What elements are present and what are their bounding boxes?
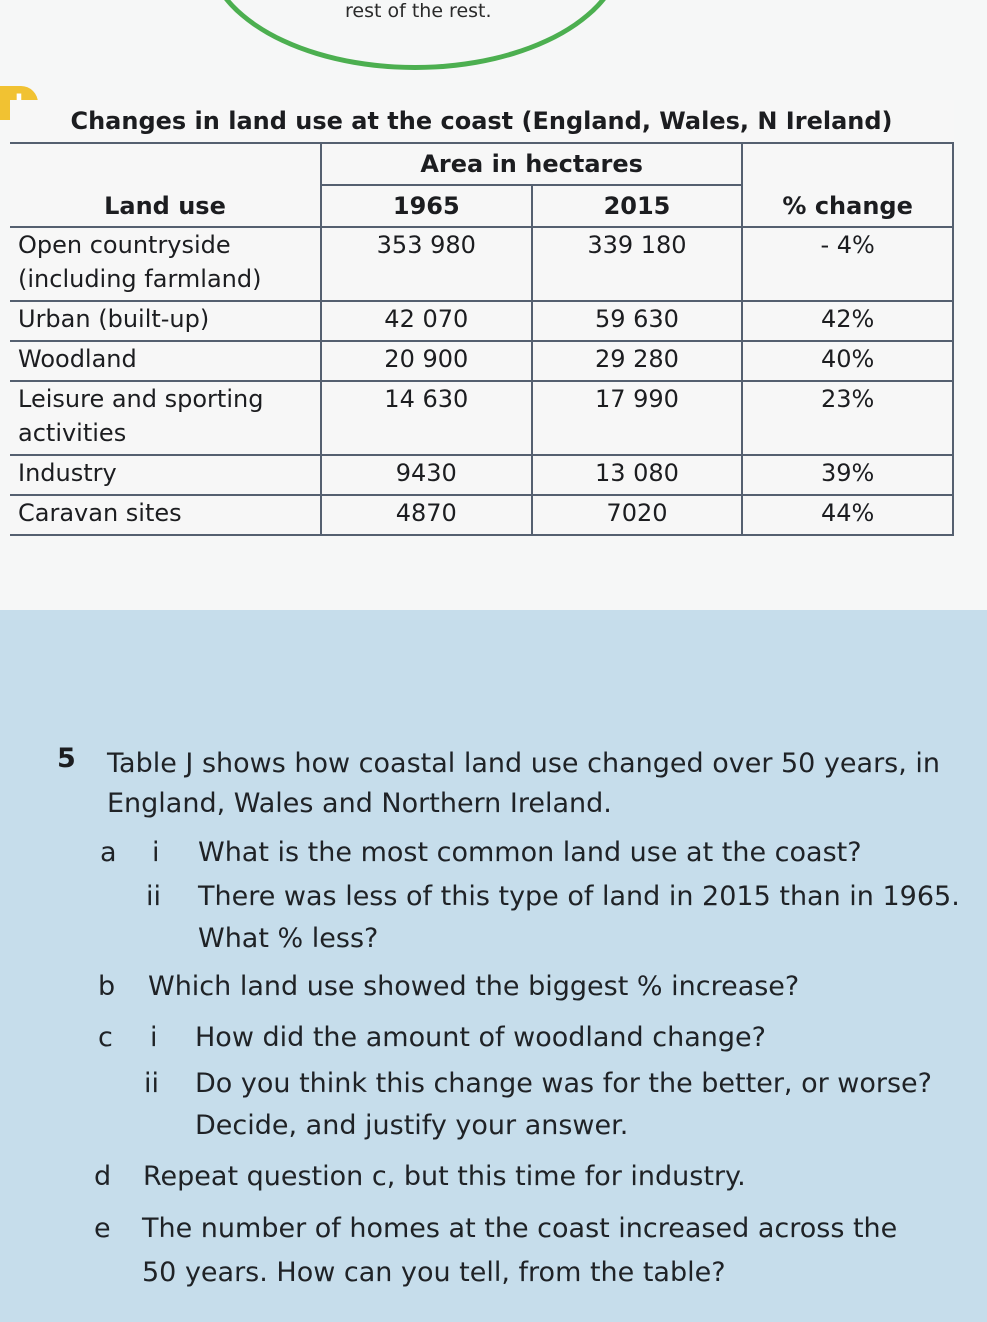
table-row <box>10 301 953 341</box>
row-1965: 9430 <box>321 455 532 495</box>
header-land-use: Land use <box>10 143 321 227</box>
row-2015: 17 990 <box>532 381 743 455</box>
header-1965: 1965 <box>321 185 532 227</box>
table-caption: Changes in land use at the coast (England, Wales, N Ireland) <box>10 100 953 143</box>
top-text-snippet: rest of the rest. <box>345 0 492 22</box>
row-2015: 59 630 <box>532 301 743 341</box>
table-row <box>10 341 953 381</box>
part-a-letter: a <box>100 837 117 868</box>
part-a-ii-line2: What % less? <box>198 923 379 954</box>
row-name: Open countryside (including farmland) <box>10 227 321 301</box>
header-2015: 2015 <box>532 185 743 227</box>
row-change: 42% <box>742 301 953 341</box>
header-change: % change <box>742 143 953 227</box>
question-number: 5 <box>57 743 76 774</box>
part-c-ii-mark: ii <box>144 1068 160 1099</box>
part-c-ii-line1: Do you think this change was for the better, or worse? <box>195 1068 933 1099</box>
row-change: 40% <box>742 341 953 381</box>
row-2015: 339 180 <box>532 227 743 301</box>
part-a-i-text: What is the most common land use at the coast? <box>198 837 862 868</box>
table-row <box>10 381 953 455</box>
question-intro-line1: Table J shows how coastal land use changed over 50 years, in <box>107 748 941 779</box>
header-area: Area in hectares <box>321 143 742 185</box>
row-2015: 7020 <box>532 495 743 535</box>
part-c-i-text: How did the amount of woodland change? <box>195 1022 766 1053</box>
part-e-line2: 50 years. How can you tell, from the table? <box>142 1257 726 1288</box>
row-2015: 13 080 <box>532 455 743 495</box>
row-1965: 14 630 <box>321 381 532 455</box>
row-name: Caravan sites <box>10 495 321 535</box>
table-row <box>10 227 953 301</box>
row-name: Leisure and sporting activities <box>10 381 321 455</box>
part-b-text: Which land use showed the biggest % increase? <box>148 971 800 1002</box>
table-row <box>10 455 953 495</box>
row-1965: 42 070 <box>321 301 532 341</box>
table-row <box>10 495 953 535</box>
part-c-ii-line2: Decide, and justify your answer. <box>195 1110 629 1141</box>
part-d-text: Repeat question c, but this time for industry. <box>143 1161 746 1192</box>
row-change: 23% <box>742 381 953 455</box>
part-c-letter: c <box>98 1022 113 1053</box>
row-2015: 29 280 <box>532 341 743 381</box>
part-b-letter: b <box>98 971 116 1002</box>
row-name: Industry <box>10 455 321 495</box>
row-change: 39% <box>742 455 953 495</box>
part-e-letter: e <box>94 1213 111 1244</box>
part-a-ii-line1: There was less of this type of land in 2015 than in 1965. <box>198 881 960 912</box>
row-change: 44% <box>742 495 953 535</box>
row-1965: 20 900 <box>321 341 532 381</box>
row-1965: 4870 <box>321 495 532 535</box>
row-name: Urban (built-up) <box>10 301 321 341</box>
row-name: Woodland <box>10 341 321 381</box>
part-d-letter: d <box>94 1161 112 1192</box>
part-c-i-mark: i <box>150 1022 158 1053</box>
part-a-i-mark: i <box>152 837 160 868</box>
part-e-line1: The number of homes at the coast increased across the <box>142 1213 898 1244</box>
question-intro-line2: England, Wales and Northern Ireland. <box>107 788 612 819</box>
row-1965: 353 980 <box>321 227 532 301</box>
row-change: - 4% <box>742 227 953 301</box>
land-use-table <box>10 100 954 536</box>
part-a-ii-mark: ii <box>146 881 162 912</box>
